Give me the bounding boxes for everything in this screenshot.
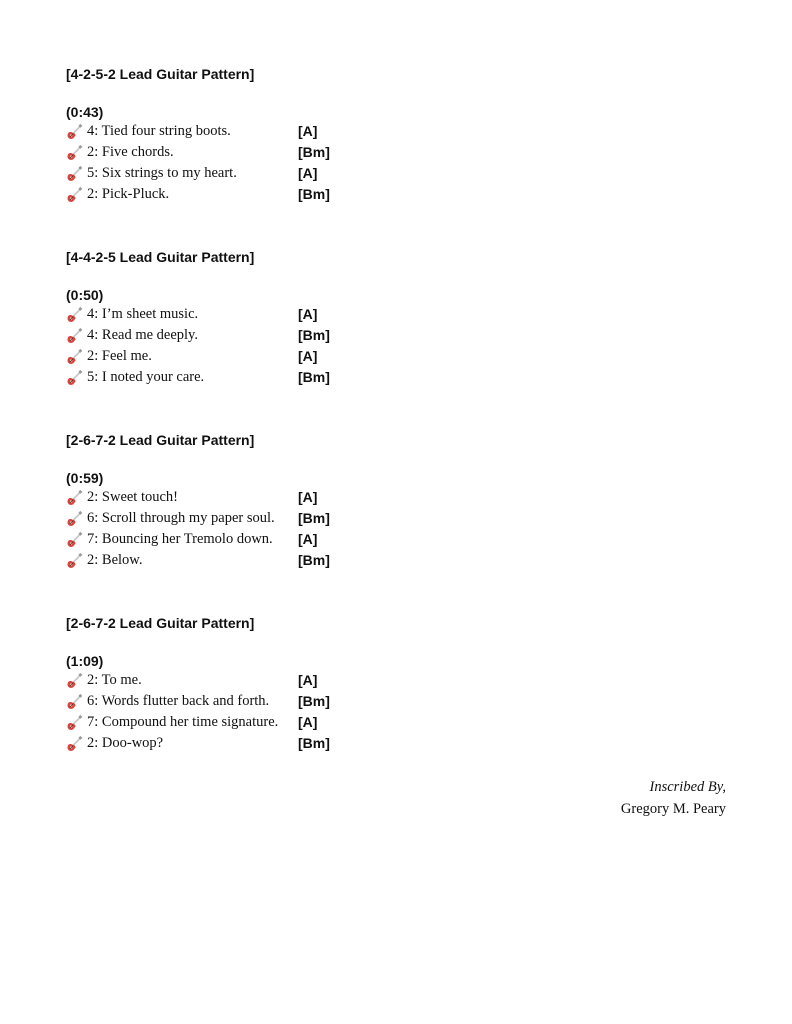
electric-guitar-icon xyxy=(66,370,83,386)
lyric-lines xyxy=(66,304,366,388)
chord-label: [A] xyxy=(298,672,318,688)
author-name: Gregory M. Peary xyxy=(620,801,726,817)
lyric-line xyxy=(66,163,366,184)
lyric-line xyxy=(66,733,366,754)
lyric-line xyxy=(66,529,366,550)
signature-block xyxy=(621,776,726,820)
lyric-lines xyxy=(66,121,366,205)
lyric-text: 2: To me. xyxy=(87,672,142,688)
electric-guitar-icon xyxy=(66,145,83,161)
lyric-text: 6: Scroll through my paper soul. xyxy=(87,510,275,526)
lyric-line xyxy=(66,304,366,325)
signature-closing: Inscribed By, xyxy=(649,779,726,795)
timestamp: (0:43) xyxy=(66,104,104,120)
electric-guitar-icon xyxy=(66,694,83,710)
lyric-text: 6: Words flutter back and forth. xyxy=(87,693,270,709)
pattern-section xyxy=(66,249,366,388)
pattern-title: [4-4-2-5 Lead Guitar Pattern] xyxy=(66,249,255,265)
chord-label: [A] xyxy=(298,165,318,181)
chord-label: [A] xyxy=(298,531,318,547)
pattern-section xyxy=(66,66,366,205)
timestamp: (1:09) xyxy=(66,653,104,669)
pattern-title: [4-2-5-2 Lead Guitar Pattern] xyxy=(66,66,255,82)
lyric-lines xyxy=(66,670,366,754)
lyric-line xyxy=(66,346,366,367)
electric-guitar-icon xyxy=(66,673,83,689)
lyric-line xyxy=(66,121,366,142)
electric-guitar-icon xyxy=(66,490,83,506)
lyric-text: 5: I noted your care. xyxy=(87,369,205,385)
electric-guitar-icon xyxy=(66,532,83,548)
lyric-line xyxy=(66,184,366,205)
lyric-line xyxy=(66,367,366,388)
lyric-line xyxy=(66,487,366,508)
electric-guitar-icon xyxy=(66,328,83,344)
lyric-text: 7: Compound her time signature. xyxy=(87,714,279,730)
electric-guitar-icon xyxy=(66,715,83,731)
lyric-line xyxy=(66,325,366,346)
chord-label: [A] xyxy=(298,348,318,364)
electric-guitar-icon xyxy=(66,511,83,527)
chord-label: [Bm] xyxy=(298,327,330,343)
chord-label: [Bm] xyxy=(298,144,330,160)
electric-guitar-icon xyxy=(66,166,83,182)
electric-guitar-icon xyxy=(66,307,83,323)
chord-label: [Bm] xyxy=(298,369,330,385)
lyric-text: 7: Bouncing her Tremolo down. xyxy=(87,531,273,547)
chord-label: [A] xyxy=(298,714,318,730)
lyric-text: 2: Doo-wop? xyxy=(87,735,164,751)
lyric-line xyxy=(66,550,366,571)
timestamp: (0:59) xyxy=(66,470,104,486)
chord-label: [A] xyxy=(298,123,318,139)
lyric-line xyxy=(66,142,366,163)
lyric-text: 2: Five chords. xyxy=(87,144,174,160)
lyric-text: 4: Tied four string boots. xyxy=(87,123,231,139)
lyric-text: 2: Pick-Pluck. xyxy=(87,186,170,202)
lyric-text: 4: I’m sheet music. xyxy=(87,306,199,322)
chord-label: [Bm] xyxy=(298,693,330,709)
lyric-line xyxy=(66,712,366,733)
pattern-section xyxy=(66,615,366,754)
chord-label: [A] xyxy=(298,489,318,505)
pattern-title: [2-6-7-2 Lead Guitar Pattern] xyxy=(66,432,255,448)
electric-guitar-icon xyxy=(66,736,83,752)
lyric-line xyxy=(66,670,366,691)
lyric-text: 2: Sweet touch! xyxy=(87,489,179,505)
pattern-title: [2-6-7-2 Lead Guitar Pattern] xyxy=(66,615,255,631)
electric-guitar-icon xyxy=(66,349,83,365)
pattern-section xyxy=(66,432,366,571)
lyric-lines xyxy=(66,487,366,571)
chord-label: [Bm] xyxy=(298,735,330,751)
chord-label: [Bm] xyxy=(298,552,330,568)
lyric-line xyxy=(66,508,366,529)
lyric-line xyxy=(66,691,366,712)
electric-guitar-icon xyxy=(66,124,83,140)
chord-label: [Bm] xyxy=(298,510,330,526)
timestamp: (0:50) xyxy=(66,287,104,303)
lyric-text: 4: Read me deeply. xyxy=(87,327,198,343)
chord-label: [A] xyxy=(298,306,318,322)
electric-guitar-icon xyxy=(66,187,83,203)
lyric-text: 2: Feel me. xyxy=(87,348,152,364)
lyric-text: 5: Six strings to my heart. xyxy=(87,165,237,181)
chord-label: [Bm] xyxy=(298,186,330,202)
lyric-text: 2: Below. xyxy=(87,552,143,568)
electric-guitar-icon xyxy=(66,553,83,569)
